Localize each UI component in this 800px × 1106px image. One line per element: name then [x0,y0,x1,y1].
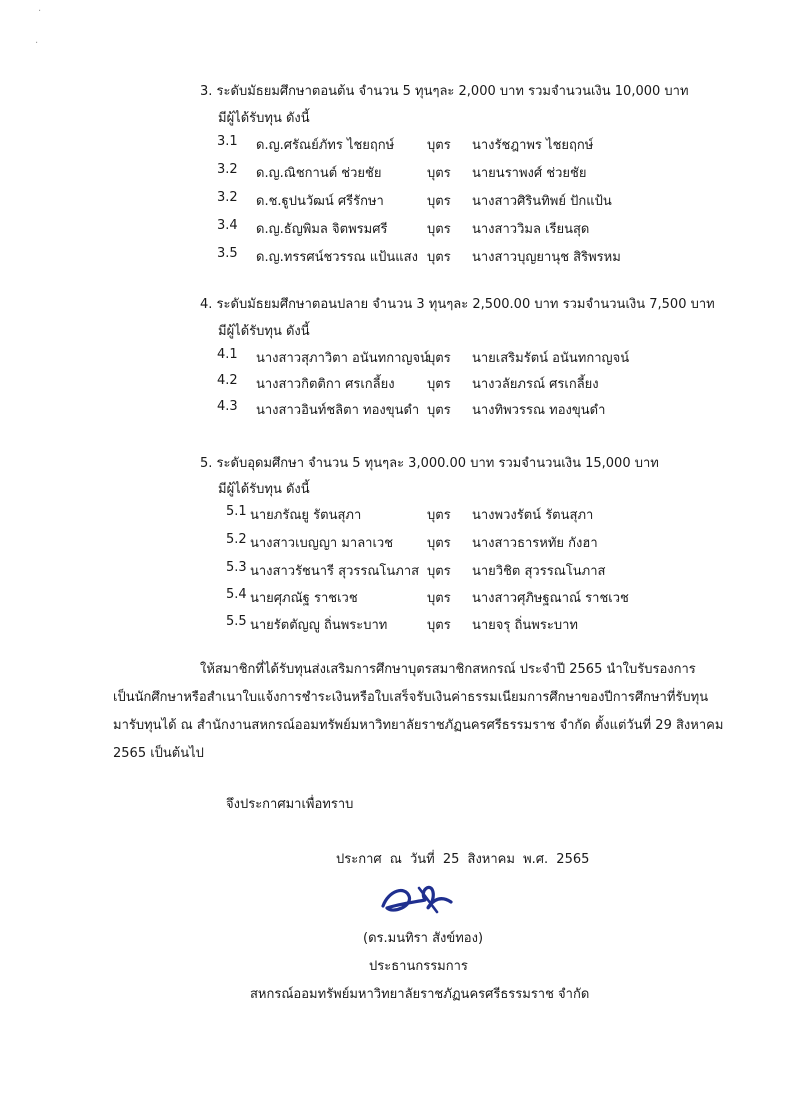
relation: บุตร [427,564,451,579]
relation: บุตร [427,591,451,606]
list-item [0,190,800,210]
list-item [0,587,800,607]
list-item [0,134,800,154]
section-3-title: 3. ระดับมัธยมศึกษาตอนต้น จำนวน 5 ทุนๆละ 2,000 บาท รวมจำนวนเงิน 10,000 บาท [200,84,689,99]
recipient-name: นางสาวรัชนารี สุวรรณโนภาส [250,564,420,579]
recipient-name: ด.ญ.ศรัณย์ภัทร ไชยฤกษ์ [256,138,395,153]
relation: บุตร [427,377,451,392]
recipient-name: นายศุภณัฐ ราชเวช [250,591,358,606]
parent-name: นางสาวศิรินทิพย์ ปักแป้น [472,194,612,209]
section-3-subtitle: มีผู้ได้รับทุน ดังนี้ [218,111,310,126]
relation: บุตร [427,250,451,265]
parent-name: นางพวงรัตน์ รัตนสุภา [472,508,594,523]
item-number: 3.4 [217,218,238,233]
parent-name: นายวิชิต สุวรรณโนภาส [472,564,606,579]
list-item [0,560,800,580]
parent-name: นางสาวธารหทัย กังฮา [472,536,598,551]
paragraph-line: เป็นนักศึกษาหรือสำเนาใบแจ้งการชำระเงินหรือใบเสร็จรับเงินค่าธรรมเนียมการศึกษาของปีการศึกษาที่รับทุน [113,690,709,705]
list-item [0,399,800,419]
recipient-name: นายภรัณยู รัตนสุภา [250,508,362,523]
item-number: 4.3 [217,399,238,414]
section-4-subtitle: มีผู้ได้รับทุน ดังนี้ [218,324,310,339]
parent-name: นางสาวบุญยานุช สิริพรหม [472,250,621,265]
item-number: 4.1 [217,347,238,362]
recipient-name: นางสาวเบญญา มาลาเวช [250,536,394,551]
relation: บุตร [427,618,451,633]
signer-name: (ดร.มนทิรา สังข์ทอง) [363,931,484,946]
section-5-subtitle: มีผู้ได้รับทุน ดังนี้ [218,482,310,497]
parent-name: นายนราพงศ์ ช่วยชัย [472,166,587,181]
section-5-title: 5. ระดับอุดมศึกษา จำนวน 5 ทุนๆละ 3,000.00 บาท รวมจำนวนเงิน 15,000 บาท [200,456,659,471]
item-number: 5.5 [226,614,247,629]
parent-name: นางรัชฎาพร ไชยฤกษ์ [472,138,594,153]
relation: บุตร [427,194,451,209]
list-item [0,614,800,634]
instruction-paragraph [113,656,724,768]
list-item [0,373,800,393]
recipient-name: นางสาวอินท์ชลิตา ทองขุนดำ [256,403,420,418]
signer-title: ประธานกรรมการ [369,959,468,974]
list-item [0,246,800,266]
scan-speck: · [35,38,39,49]
relation: บุตร [427,351,451,366]
paragraph-line: มารับทุนได้ ณ สำนักงานสหกรณ์ออมทรัพย์มหาวิทยาลัยราชภัฏนครศรีธรรมราช จำกัด ตั้งแต่วันที่ 29 สิงหาคม [113,718,724,733]
item-number: 3.5 [217,246,238,261]
section-4-title: 4. ระดับมัธยมศึกษาตอนปลาย จำนวน 3 ทุนๆละ 2,500.00 บาท รวมจำนวนเงิน 7,500 บาท [200,297,715,312]
recipient-name: ด.ช.ฐูปนวัฒน์ ศรีรักษา [256,194,384,209]
recipient-name: ด.ญ.ธัญพิมล จิตพรมศรี [256,222,388,237]
paragraph-line: 2565 เป็นต้นไป [113,746,204,761]
parent-name: นายจรุ ถิ่นพระบาท [472,618,578,633]
item-number: 4.2 [217,373,238,388]
relation: บุตร [427,166,451,181]
list-item [0,532,800,552]
parent-name: นายเสริมรัตน์ อนันทกาญจน์ [472,351,630,366]
recipient-name: ด.ญ.ทรรศน์ชวรรณ แป้นแสง [256,250,418,265]
list-item [0,347,800,367]
relation: บุตร [427,536,451,551]
recipient-name: นายรัตตัญญู ถิ่นพระบาท [250,618,388,633]
paragraph-line: ให้สมาชิกที่ได้รับทุนส่งเสริมการศึกษาบุตรสมาชิกสหกรณ์ ประจำปี 2565 นำใบรับรองการ [200,662,696,677]
scan-speck: · [38,6,42,17]
item-number: 3.2 [217,162,238,177]
parent-name: นางวลัยภรณ์ ศรเกลี้ยง [472,377,599,392]
item-number: 5.3 [226,560,247,575]
list-item [0,162,800,182]
handwritten-signature [375,872,465,922]
relation: บุตร [427,222,451,237]
list-item [0,218,800,238]
relation: บุตร [427,138,451,153]
relation: บุตร [427,508,451,523]
recipient-name: นางสาวสุภาวิตา อนันทกาญจน์ [256,351,429,366]
item-number: 5.1 [226,504,247,519]
closing-text: จึงประกาศมาเพื่อทราบ [226,797,354,812]
signer-organization: สหกรณ์ออมทรัพย์มหาวิทยาลัยราชภัฏนครศรีธรรมราช จำกัด [250,987,590,1002]
list-item [0,504,800,524]
recipient-name: ด.ญ.ณิชกานต์ ช่วยชัย [256,166,382,181]
parent-name: นางสาวศุภิษฐณาณ์ ราชเวช [472,591,629,606]
announcement-date: ประกาศ ณ วันที่ 25 สิงหาคม พ.ศ. 2565 [336,852,590,867]
relation: บุตร [427,403,451,418]
parent-name: นางสาววิมล เรียนสุด [472,222,590,237]
item-number: 3.1 [217,134,238,149]
item-number: 3.2 [217,190,238,205]
item-number: 5.2 [226,532,247,547]
recipient-name: นางสาวกิตติกา ศรเกลี้ยง [256,377,395,392]
parent-name: นางทิพวรรณ ทองขุนดำ [472,403,606,418]
item-number: 5.4 [226,587,247,602]
